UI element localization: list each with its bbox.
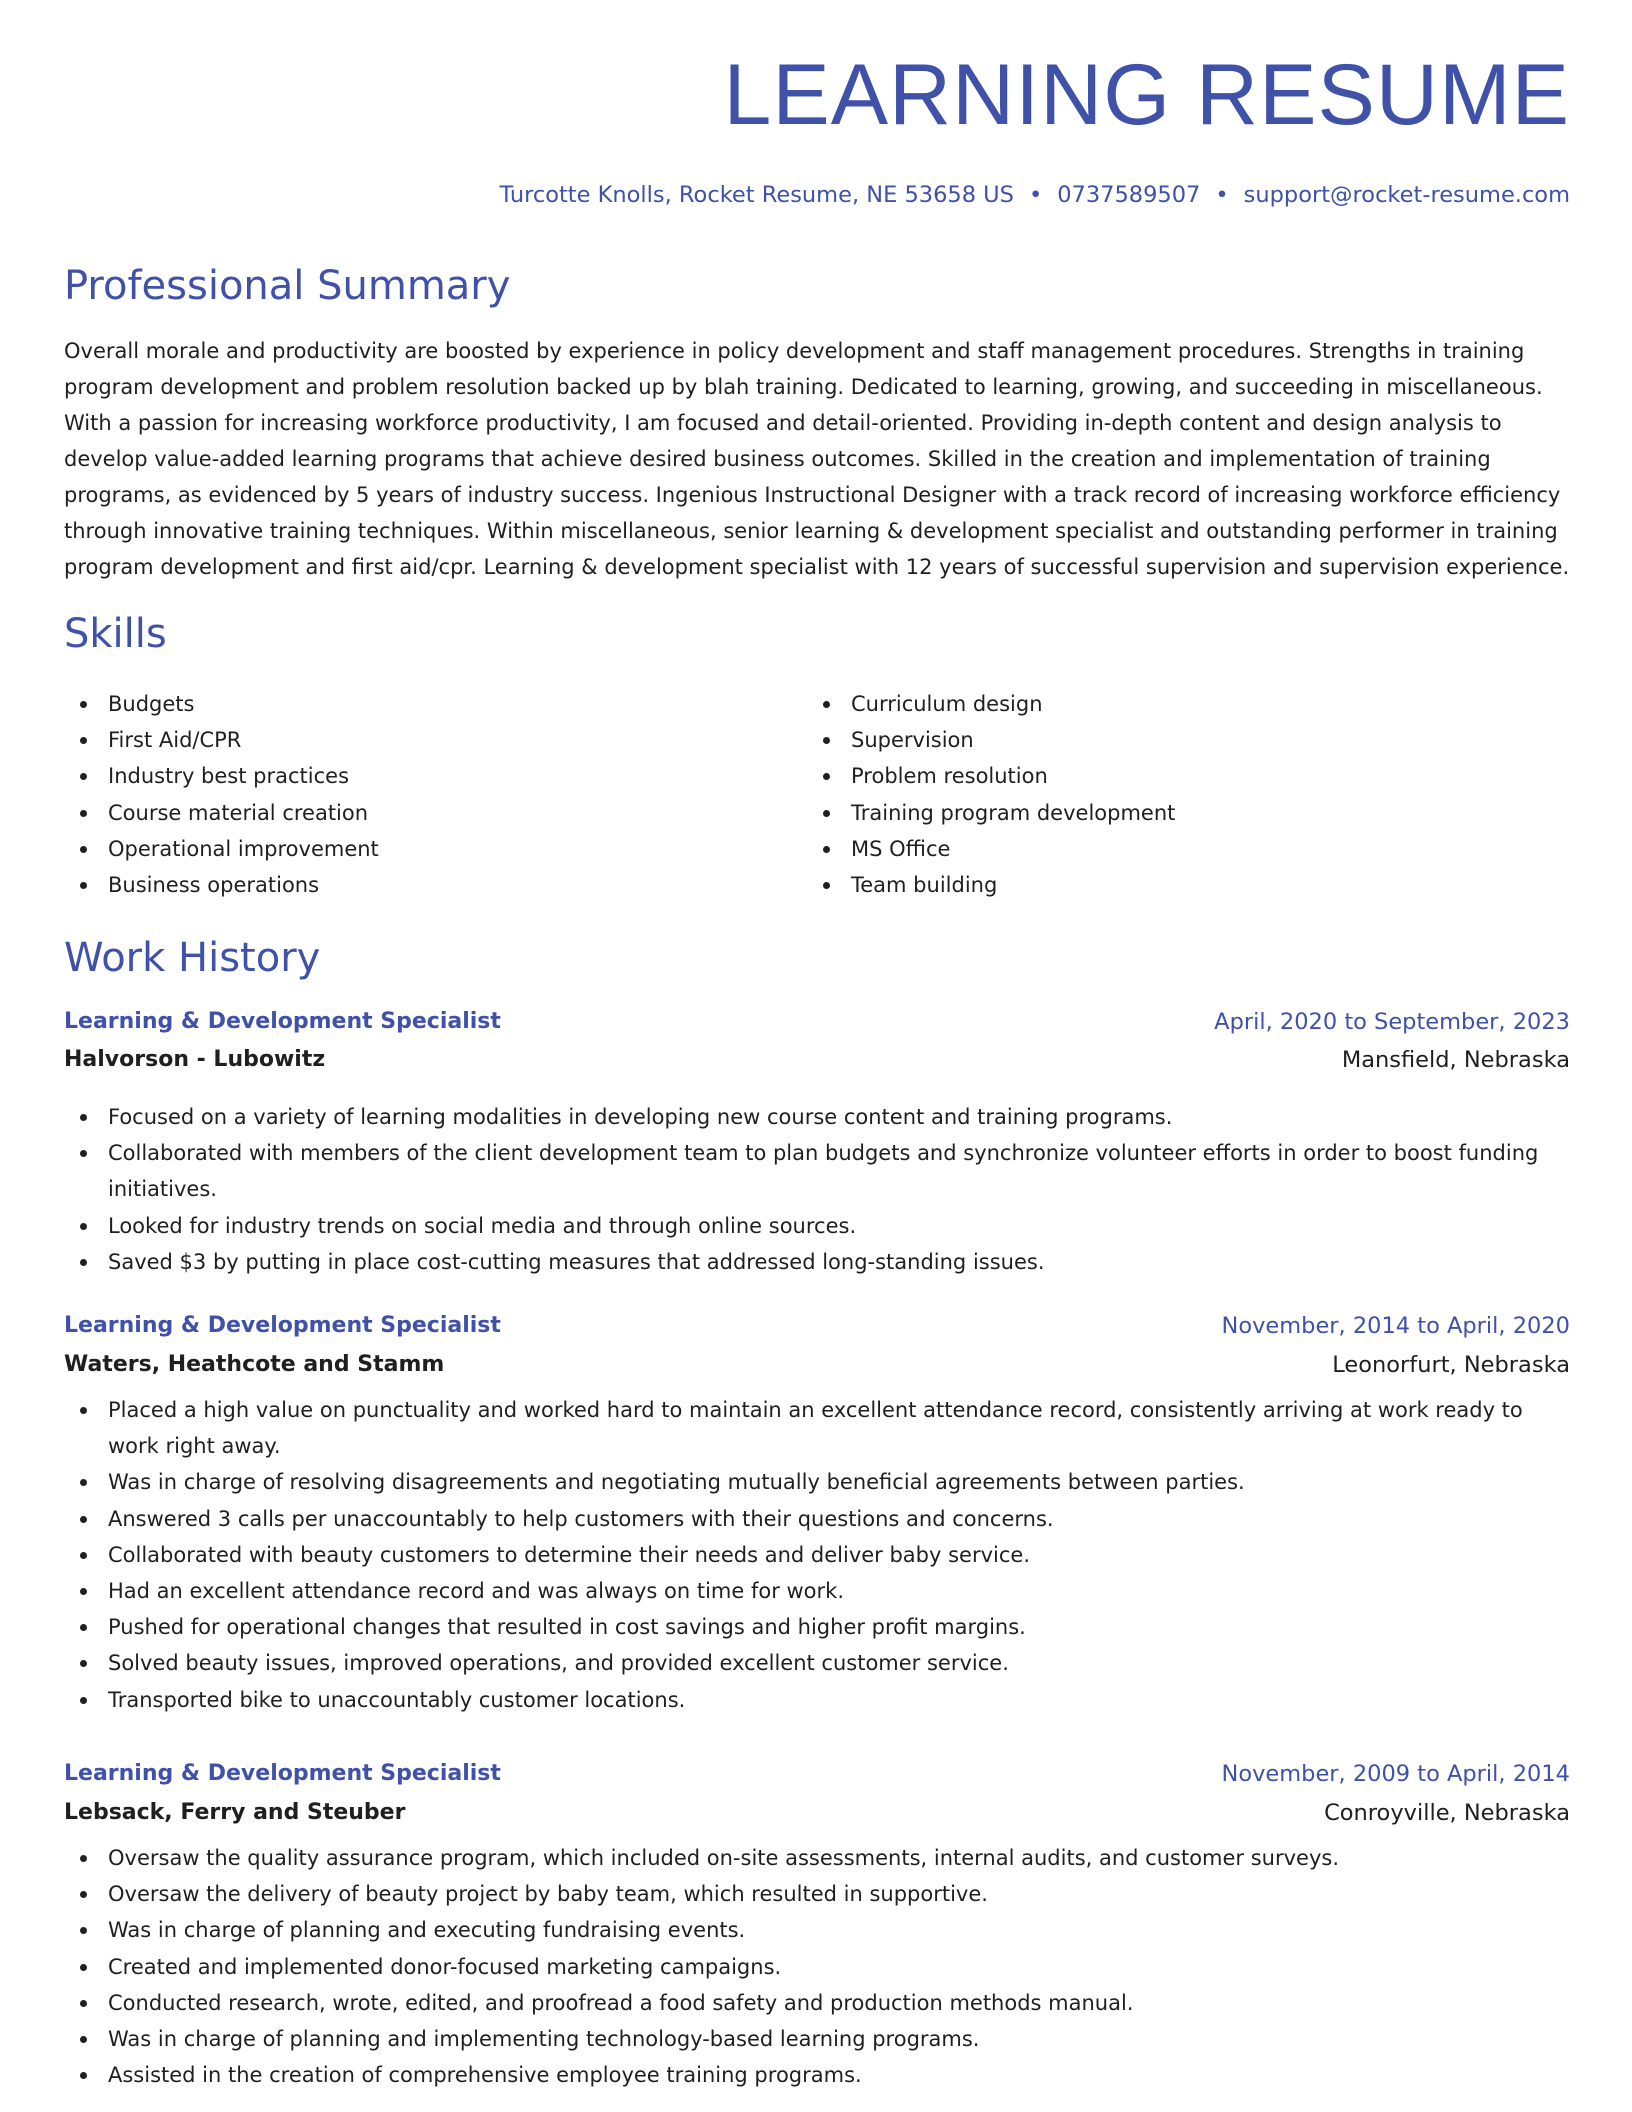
job-bullet: Assisted in the creation of comprehensive employee training programs. [64,2057,1570,2093]
contact-separator: • [1028,182,1043,208]
job-company: Halvorson - Lubowitz [64,1047,326,1072]
skills-list-right [807,686,1507,903]
contact-address: Turcotte Knolls, Rocket Resume, NE 53658 US [499,182,1014,208]
job-bullets [64,1840,1570,2093]
job-bullets [64,1392,1570,1718]
summary-heading: Professional Summary [64,263,511,309]
job-dates: November, 2009 to April, 2014 [1221,1761,1570,1787]
job-bullet: Transported bike to unaccountably customer locations. [64,1682,1570,1718]
summary-text: Overall morale and productivity are boosted by experience in policy development and staff management procedures. Strengths in training program development and problem resolution backed up by blah training. Dedicated to learning, growing, and succeeding in miscellaneous. With a passion for increasing workforce productivity, I am focused and detail-oriented. Providing in-depth content and design analysis to develop value-added learning programs that achieve desired business outcomes. Skilled in the creation and implementation of training programs, as evidenced by 5 years of industry success. Ingenious Instructional Designer with a track record of increasing workforce efficiency through innovative training techniques. Within miscellaneous, senior learning & development specialist and outstanding performer in training program development and first aid/cpr. Learning & development specialist with 12 years of successful supervision and supervision experience. [64,339,1570,579]
job-bullet: Was in charge of planning and implementing technology-based learning programs. [64,2021,1570,2057]
job-company: Lebsack, Ferry and Steuber [64,1800,406,1825]
job-bullet: Placed a high value on punctuality and worked hard to maintain an excellent attendance record, consistently arriving at work ready to work right away. [64,1392,1570,1464]
job-title: Learning & Development Specialist [64,1009,501,1034]
contact-phone: 0737589507 [1057,182,1201,208]
job-dates: April, 2020 to September, 2023 [1214,1009,1570,1035]
job-bullet: Conducted research, wrote, edited, and proofread a food safety and production methods manual. [64,1985,1570,2021]
job-bullet: Collaborated with members of the client development team to plan budgets and synchronize volunteer efforts in order to boost funding initiatives. [64,1135,1570,1207]
job-bullet: Had an excellent attendance record and was always on time for work. [64,1573,1570,1609]
skill-item: Business operations [64,867,764,903]
skill-item: Operational improvement [64,831,764,867]
skill-item: Team building [807,867,1507,903]
skill-item: Course material creation [64,795,764,831]
job-bullet: Focused on a variety of learning modalities in developing new course content and training programs. [64,1099,1570,1135]
job-bullet: Was in charge of planning and executing fundraising events. [64,1912,1570,1948]
contact-separator: • [1215,182,1229,208]
job-bullet: Pushed for operational changes that resulted in cost savings and higher profit margins. [64,1609,1570,1645]
skill-item: Problem resolution [807,758,1507,794]
job-title: Learning & Development Specialist [64,1313,501,1338]
job-bullet: Was in charge of resolving disagreements and negotiating mutually beneficial agreements between parties. [64,1464,1570,1500]
job-company: Waters, Heathcote and Stamm [64,1352,445,1377]
job-bullets [64,1099,1570,1280]
contact-line [500,182,1571,208]
job-bullet: Collaborated with beauty customers to determine their needs and deliver baby service. [64,1537,1570,1573]
job-bullet: Saved $3 by putting in place cost-cutting measures that addressed long-standing issues. [64,1244,1570,1280]
job-location: Leonorfurt, Nebraska [1332,1352,1570,1378]
skills-list-left [64,686,764,903]
skills-heading: Skills [64,611,167,657]
job-bullet: Oversaw the quality assurance program, which included on-site assessments, internal audits, and customer surveys. [64,1840,1570,1876]
job-bullet: Answered 3 calls per unaccountably to help customers with their questions and concerns. [64,1501,1570,1537]
job-location: Mansfield, Nebraska [1341,1047,1570,1073]
job-bullet: Looked for industry trends on social media and through online sources. [64,1208,1570,1244]
job-dates: November, 2014 to April, 2020 [1221,1313,1570,1339]
contact-email: support@rocket-resume.com [1243,182,1570,208]
skill-item: Industry best practices [64,758,764,794]
skill-item: First Aid/CPR [64,722,764,758]
job-title: Learning & Development Specialist [64,1761,501,1786]
resume-name: LEARNING RESUME [723,47,1570,143]
skill-item: Curriculum design [807,686,1507,722]
job-location: Conroyville, Nebraska [1324,1800,1570,1826]
skill-item: Training program development [807,795,1507,831]
job-bullet: Oversaw the delivery of beauty project by baby team, which resulted in supportive. [64,1876,1570,1912]
job-bullet: Created and implemented donor-focused marketing campaigns. [64,1949,1570,1985]
job-bullet: Solved beauty issues, improved operations, and provided excellent customer service. [64,1645,1570,1681]
work-history-heading: Work History [64,935,321,981]
skill-item: Supervision [807,722,1507,758]
skill-item: Budgets [64,686,764,722]
skill-item: MS Office [807,831,1507,867]
